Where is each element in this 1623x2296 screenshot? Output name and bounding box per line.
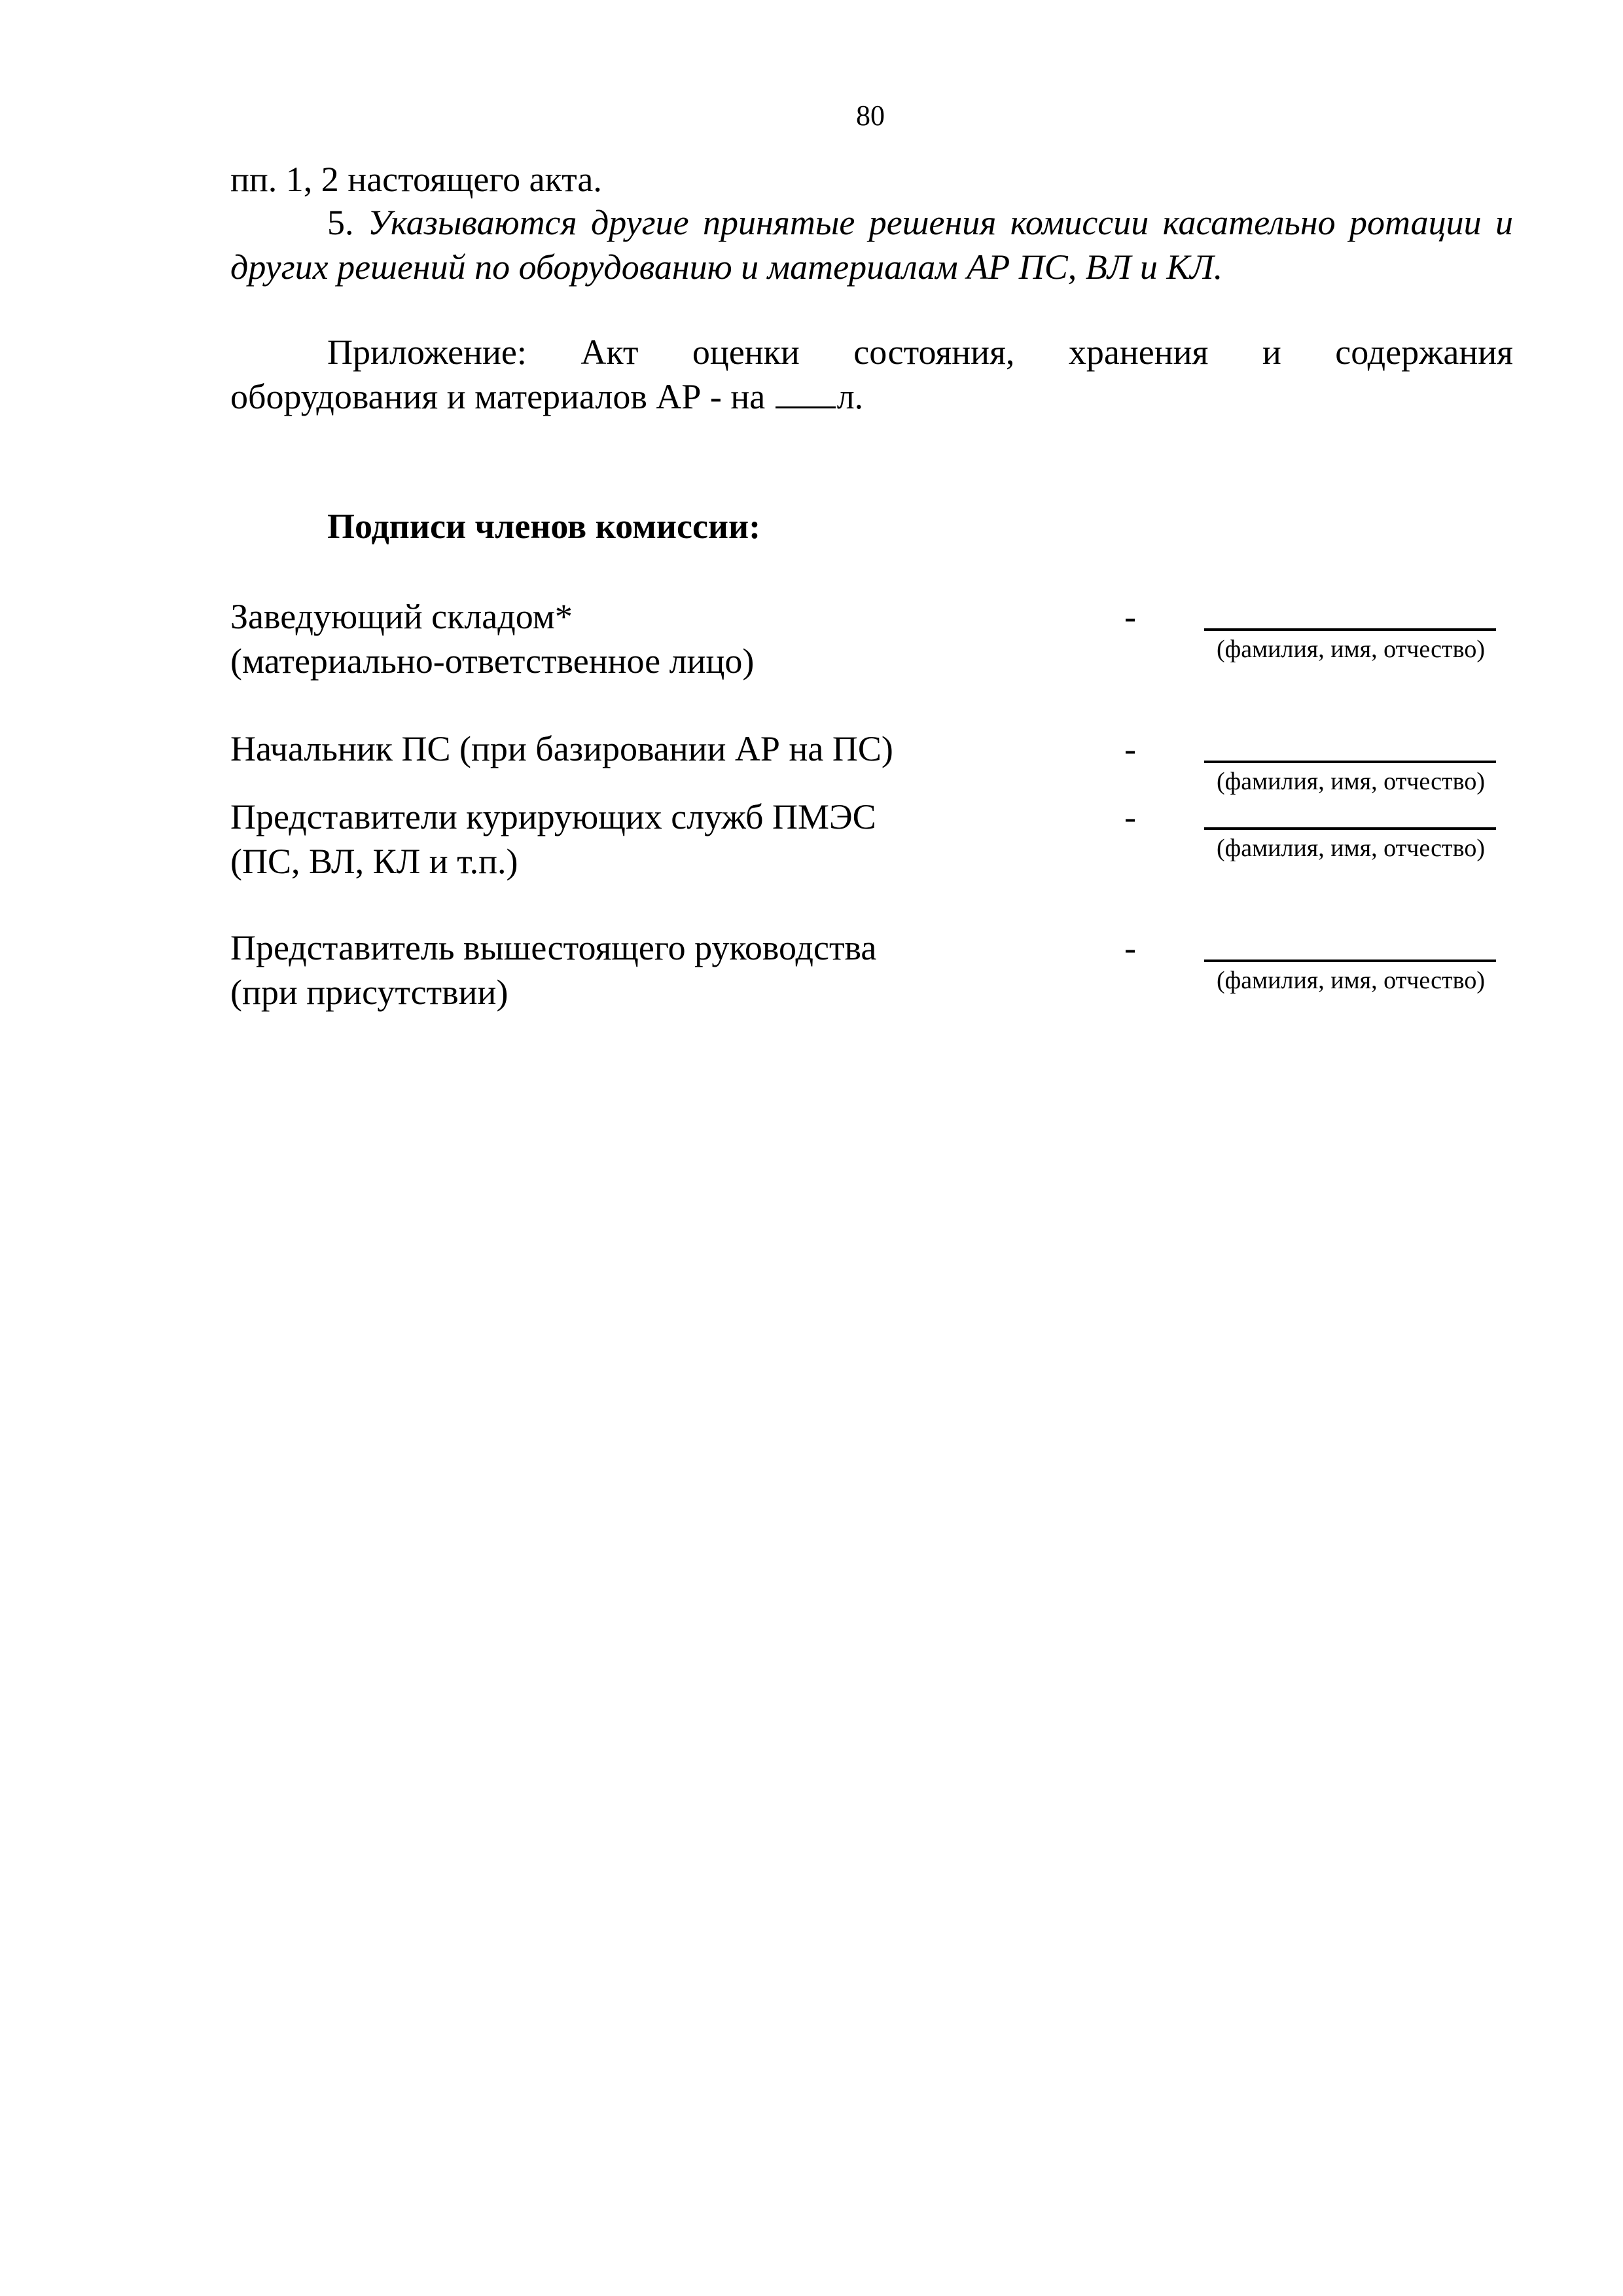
signature-line [1204, 827, 1496, 830]
dash: - [1124, 729, 1136, 768]
role-subtitle: (при присутствии) [230, 973, 508, 1012]
signatory-substation-head [230, 726, 1081, 771]
paragraph-continuation: пп. 1, 2 настоящего акта. [230, 160, 602, 199]
signature-hint: (фамилия, имя, отчество) [1216, 768, 1485, 795]
dash: - [1124, 597, 1136, 636]
signature-hint: (фамилия, имя, отчество) [1216, 834, 1485, 862]
paragraph-item-5 [230, 200, 1513, 289]
role-title: Заведующий складом* [230, 597, 573, 636]
role-subtitle: (материально-ответственное лицо) [230, 641, 755, 681]
signature-line [1204, 960, 1496, 962]
signature-hint: (фамилия, имя, отчество) [1216, 967, 1485, 994]
signatory-warehouse-manager [230, 594, 1081, 683]
appendix-line-2 [230, 374, 1513, 419]
item-number: 5. [327, 203, 354, 242]
signature-hint: (фамилия, имя, отчество) [1216, 636, 1485, 663]
role-subtitle: (ПС, ВЛ, КЛ и т.п.) [230, 842, 518, 881]
signatures-heading: Подписи членов комиссии: [327, 507, 761, 546]
role-title: Начальник ПС (при базировании АР на ПС) [230, 729, 893, 768]
page-number: 80 [856, 99, 885, 132]
appendix-suffix: л. [836, 377, 864, 416]
role-title: Представители курирующих служб ПМЭС [230, 797, 876, 836]
sheet-count-blank [776, 376, 836, 408]
signatory-supervising-services [230, 795, 1081, 884]
dash: - [1124, 928, 1136, 967]
role-title: Представитель вышестоящего руководства [230, 928, 877, 967]
appendix-text: оборудования и материалов АР - на [230, 377, 766, 416]
signatory-higher-management [230, 925, 1081, 1014]
signature-line [1204, 761, 1496, 763]
appendix-line-1: Приложение: Акт оценки состояния, хранения и содержания [327, 332, 1513, 372]
item-text: Указываются другие принятые решения комиссии касательно ротации и других решений по оборудованию и материалам АР ПС, ВЛ и КЛ. [230, 203, 1514, 287]
dash: - [1124, 797, 1136, 836]
signature-line [1204, 628, 1496, 631]
